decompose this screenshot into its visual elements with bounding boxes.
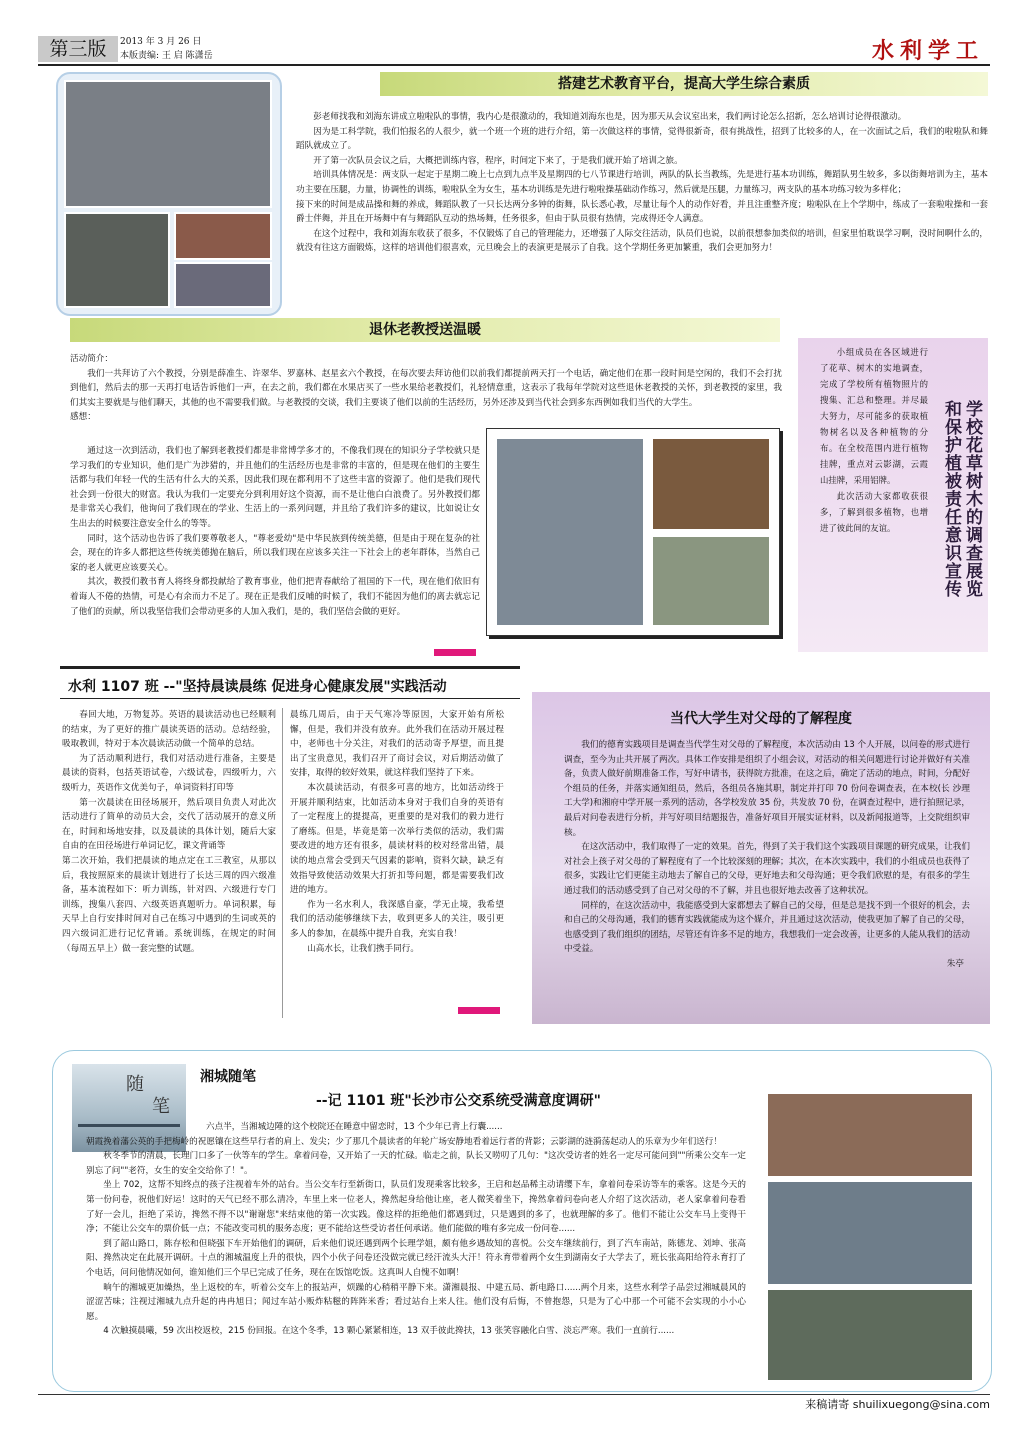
article3-title-rule — [60, 698, 520, 699]
essay-paragraph: 六点半，当湘城边陲的这个校院还在睡意中留恋时，13 个少年已背上行囊...... — [206, 1122, 503, 1132]
photo-home-visit — [651, 437, 771, 531]
photo-collage-cheerleading — [56, 72, 282, 316]
photo-team-meeting — [766, 1288, 974, 1382]
article4-paragraph: 在这次活动中，我们取得了一定的效果。首先，得到了关于我们这个实践项目课题的研究成果，让我们对社会上孩子对父母的了解程度有了一个比较深刻的理解；其次，在本次实践中，我们的小组成员也获得了很多，实践让它们更能主动地去了解自己的父母，更好地去和父母沟通；更令我们欣慰的是，有很多的学生通过我们的活动感受到了自己对父母的不了解，并且也很好地去改善了这种状况。 — [564, 842, 970, 896]
sidebar-paragraph: 此次活动大家都收获很多，了解到很多植物，也增进了彼此间的友谊。 — [820, 491, 928, 533]
article3-paragraph: 为了活动顺利进行，我们对活动进行准备，主要是晨读的资料，包括英语试卷，六级试卷，四级听力，六级听力，英语作文优美句子，单词资料打印等 — [62, 753, 276, 793]
article1-paragraph: 因为是工科学院，我们怕报名的人很少，就一个班一个班的进行介绍，第一次做这样的事情，觉得很新奇，很有挑战性，招到了比较多的人，在一次面试之后，我们的啦啦队和舞蹈队就成立了。 — [296, 126, 988, 152]
photo-dance-practice — [64, 80, 272, 208]
article3-paragraph: 春回大地，万物复苏。英语的晨读活动也已经顺利的结束，为了更好的推广晨读英语的活动。总结经验，吸取教训，特对于本次晨读活动做一个简单的总结。 — [62, 710, 276, 750]
article1-paragraph: 在这个过程中，我和刘海东收获了很多，不仅锻炼了自己的管理能力，还增强了人际交往活动，队员们也说，以前很想参加类似的培训，但家里怕耽误学习啊，没时间啊什么的，就没有往这方面锻炼，这样的培训他们很喜欢，元旦晚会上的表演更是展示了自我。这个学期任务更加繁重，我们会更加努力！ — [296, 228, 988, 254]
feeling-paragraph: 其次，教授们教书育人将终身都投献给了教育事业，他们把青春献给了祖国的下一代，现在他们依旧有着诲人不倦的热情，可是心有余而力不足了。现在正是我们反哺的时候了，我们不能因为他们的离去就忘记了他们的贡献，所以我坚信我们会带动更多的人加入我们，是的，我们坚信会做的更好。 — [70, 577, 480, 617]
essay-title: --记 1101 班"长沙市公交系统受满意度调研" — [316, 1093, 601, 1109]
article3-col2 — [290, 708, 504, 956]
article3-paragraph: 山高水长，让我们携手同行。 — [307, 943, 419, 954]
essay-paragraph: 坐上 702，这帮不知终点的孩子注视着车外的站台。当公交车行至新街口，队员们发现乘客比较多，王启和赵品稀主动请缨下车，拿着问卷采访等车的乘客。这是今天的第一份问卷，祝他们好运！这时的天气已经不那么清冷，车里上来一位老人，搀然起身给他让座，老人微笑着坐下，搀然拿着问卷向老人介绍了这次活动，老人家拿着问卷看了好一会儿，拒绝了采访，搀然不得不以"谢谢您"来结束他的第一次实践。像这样的拒绝他们都遇到过，只是遇到的多了，也就理解的多了。他们不能让公交车马上变得干净；不能让公交车的票价低一点；不能改变司机的服务态度；更不能给这些受访者任何承诺。他们能做的唯有多完成一份问卷...... — [86, 1180, 746, 1235]
article2-feelings — [70, 444, 480, 619]
paper-name: 水利学工 — [871, 38, 984, 64]
article4-paragraph: 同样的，在这次活动中，我能感受到大家都想去了解自己的父母，但是总是找不到一个很好的机会，去和自己的父母沟通，我们的德育实践就能成为这个媒介，并且通过这次活动，使我更加了解了自己的父母，也感受到了我们组织的团结，尽管还有许多不足的地方，我想我们一定会改善，让更多的人能从我们的活动中受益。 — [564, 900, 970, 955]
article1-paragraph: 彭老师找我和刘海东讲成立啦啦队的事情，我内心是很激动的，我知道刘海东也是，因为那天从会议室出来，我们两讨论怎么招新，怎么培训讨论得很激动。 — [313, 112, 907, 122]
masthead — [38, 34, 990, 66]
logo-char: 随 — [126, 1074, 144, 1095]
article1-paragraph: 培训具体情况是：两支队一起定于星期二晚上七点到九点半及星期四的七八节课进行培训，两队的队长当教练，先是进行基本功训练，舞蹈队男生较多，多以街舞培训为主，基本功主要在压腿，力量，协调性的训练，啦啦队全为女生，基本功训练是先进行啦啦操基础动作练习，然后就是压腿，力量练习，两支队的基本功练习较为多样化； — [296, 170, 988, 195]
footer-rule — [38, 1394, 990, 1395]
article4-body — [564, 738, 970, 972]
photo-bus-survey — [766, 1092, 974, 1178]
editors: 本版责编: 王 启 陈潇岳 — [120, 51, 213, 61]
article3-paragraph: 晨练几周后，由于天气寒冷等原因，大家开始有所松懈，但是，我们并没有放弃。此外我们在活动开展过程中，老师也十分关注，对我们的活动寄予厚望，而且提出了宝贵意见，我们召开了商讨会议，对后期活动做了安排，取得的较好效果，就这样我们坚持了下来。 — [290, 710, 504, 779]
sidebar-title: 学校花草树木的调查展览和保护植被责任意识宣传 — [941, 400, 982, 598]
feeling-label: 感想： — [70, 412, 96, 423]
essay-body — [86, 1120, 746, 1339]
masthead-rule — [38, 64, 990, 66]
essay-paragraph: 晌午的湘城更加燥热，坐上返校的车，听着公交车上的报站声，烦躁的心稍稍平静下来。潇湘晨报、中建五局、新电路口......两个月来，这些水利学子品尝过湘城晨风的涩涩苦味；注视过湘城九点升起的冉冉旭日；闻过车站小贩炸粘糍的阵阵米香；看过站台上来人往。他们没有后悔，不曾抱怨，只是为了心中那一个可能不会实现的小小心愿。 — [86, 1282, 746, 1322]
photo-street-survey — [766, 1180, 974, 1286]
article3-end-mark — [458, 1007, 500, 1014]
essay-paragraph: 到了韶山路口，陈存松和但晓强下车开始他们的调研，后来他们说还遇到两个长理学姐，颇有他乡遇故知的喜悦。公交车继续前行，到了汽车南站，陈德龙、刘坤、张高阳、搀然决定在此展开调研。十点的湘城温度上升的很快，四个小伙子问卷还没做完就已经汗流头大汗！符永育带着两个女生到湖南女子大学去了，班长张高阳给符永育打了个电话，问问他情况如何，谁知他们三个早已完成了任务，现在在饭馆吃饭。这真叫人自愧不如啊！ — [86, 1238, 746, 1278]
logo-char: 笔 — [152, 1096, 170, 1117]
photo-group-outdoors — [651, 535, 771, 627]
feeling-paragraph: 同时，这个活动也告诉了我们要尊敬老人，"尊老爱幼"是中华民族到传统美德，但是由于现在复杂的社会，现在的许多人都把这些传统美德抛在脑后，所以我们现在应该多关注一下社会上的老年群体，当然自己家的老人就更应该要关心。 — [70, 533, 480, 573]
article2-title: 退休老教授送温暖 — [70, 318, 780, 342]
photo-performance — [174, 212, 272, 260]
article3-paragraph: 第一次晨读在田径场展开，然后项目负责人对此次活动进行了简单的动员大会，交代了活动展开的意义所在，时间和场地安排，以及晨读的具体计划，随后大家自由的在田径场进行单词记忆，课文背诵等 — [62, 797, 276, 852]
feeling-paragraph: 通过这一次到活动，我们也了解到老教授们都是非常博学多才的，不像我们现在的知识分子学校就只是学习我们的专业知识，他们是广为涉猎的，并且他们的生活经历也是非常的丰富的，但是现在他们的主要生活都与我们年轻一代的生活有什么大的关系，因此我们现在都利用不了这些丰富的资源了。他们是我们现代社会到一份很大的财富。我认为我们一定要充分到利用好这个资源，而不是让他白白浪费了。另外教授们都是非常关心我们，他询问了我们现在的学业、生活上的一系列问题，并且给了我们许多的建议，比如说让女生出去的时候要注意安全什么的等等。 — [70, 446, 480, 529]
article3-top-rule — [60, 666, 520, 669]
article3-col1 — [62, 708, 276, 956]
article2-intro — [70, 352, 782, 425]
article3-paragraph: 第二次开始，我们把晨读的地点定在工三教室，从那以后，我按照原来的晨读计划进行了长达三周的四六级准备，基本流程如下：听力训练，针对四、六级进行专门训练，搜集八套四、六级英语真题听力。单词积累，每天早上自行安排时间对自己在练习中遇到的生词或英的四六级词汇进行记忆背诵。系统训练，在规定的时间（每周五早上）做一套完整的试题。 — [62, 855, 276, 954]
article4-paragraph: 我们的德育实践项目是调查当代学生对父母的了解程度，本次活动由 13 个人开展，以问卷的形式进行调查，至今为止共开展了两次。具体工作安排是组织了小组会议，对活动的相关问题进行讨论并做好有关准备，负责人做好前期准备工作，写好申请书，获得院方批准，在这之后，确定了活动的地点，时间，分配好个组员的任务，并落实通知组员，然后，各组员各施其职，制定并打印 70 份问卷调查表，在本校(长 沙理工大学)和湘府中学开展一系列的活动，各学校发放 35 份，共发放 70 份，在调查过程中，进行拍照记录，最后对问卷表进行分析，并写好项目结题报告，准备好项目开展实证材料，以及新闻报道等，上交院组织审核。 — [564, 740, 970, 838]
article1-paragraph: 接下来的时间是成品操和舞的养成，舞蹈队教了一只长达两分多钟的街舞，队长悉心教，尽量让每个人的动作好看，并且注重整齐度；啦啦队在上个学期中，练成了一套啦啦操和一套爵士伴舞，并且在开场舞中有与舞蹈队互动的热场舞，任务很多，但由于队员很有热情，完成得还令人满意。 — [296, 199, 988, 225]
photo-campus-building — [495, 437, 645, 627]
article4-title: 当代大学生对父母的了解程度 — [670, 711, 852, 727]
article1-paragraph: 开了第一次队员会议之后，大概把训练内容，程序，时间定下来了，于是我们就开始了培训之旅。 — [313, 155, 683, 166]
footer-contact: 来稿请寄 shuilixuegong@sina.com — [805, 1398, 990, 1411]
article3-paragraph: 作为一名水利人，我深感自豪，学无止境，我希望我们的活动能够继续下去，收到更多人的关注，吸引更多人的参加，在晨练中提升自我，充实自我！ — [290, 899, 504, 939]
sidebar-paragraph: 小组成员在各区域进行了花草、树木的实地调查，完成了学校所有植物照片的搜集、汇总和整理。并尽最大努力，尽可能多的获取植物树名以及各种植物的分布。在全校范围内进行植物挂牌，重点对云影湖，云霞山挂牌，采用铝牌。 — [820, 347, 928, 485]
article3-paragraph: 本次晨读活动，有很多可喜的地方，比如活动终于开展并顺利结束，比如活动本身对于我们自身的英语有了一定程度上的提提高，更重要的是对我们的毅力进行了磨练。但是，毕竟是第一次举行类似的活动，我们需要改进的地方还有很多，晨读材料的校对经常出错，晨读的地点常会受到天气因素的影响，资料欠缺，缺乏有效指导致使活动效果大打折扣等问题，都是需要我们改进的地方。 — [290, 782, 504, 896]
intro-label: 活动简介： — [70, 354, 113, 364]
section-label: 第三版 — [38, 36, 118, 62]
sidebar-box — [798, 338, 988, 652]
article1-body — [296, 110, 988, 256]
essay-paragraph: 朝霞挽着藩公英的手把梅岭的祝愿镶在这些早行者的肩上、发尖；少了那几个晨读者的年轮广场安静地看着远行者的背影；云影湖的涟漪荡起动人的乐章为少年们送行！ — [86, 1136, 722, 1147]
article3-column-divider — [282, 708, 283, 1018]
photo-collage-professors — [486, 428, 780, 636]
article4-box — [532, 692, 990, 1024]
photo-stage — [174, 262, 272, 308]
article1-title: 搭建艺术教育平台，提高大学生综合素质 — [380, 72, 988, 96]
essay-column-label: 湘城随笔 — [200, 1069, 256, 1085]
intro-text: 我们一共拜访了六个教授，分别是薛准生、许翠华、罗嘉林、赵星玄六个教授，在每次要去拜访他们以前我们都提前两天打一个电话，确定他们在那一段时间是空闲的，我们不会打扰到他们，然后去的那一天再打电话告诉他们一声，在去之前，我们都在水果店买了一些水果给老教授们，礼轻情意重，这表示了我每年学院对这些退休老教授的关怀，到老教授的家里，我们其实主要就是与他们聊天，其他的也不需要我们做。与老教授的交谈，我们主要谈了他们以前的生活经历，另外还涉及到当代社会到多东西例如我们当代的大学生。 — [70, 368, 782, 408]
essay-paragraph: 4 次触摸晨曦，59 次出校返校，215 份回报。在这个冬季，13 颗心紧紧相连，13 双手彼此搀扶，13 张笑容融化白雪、淡忘严寒。我们一直前行...... — [103, 1326, 675, 1337]
article2-end-mark — [434, 649, 476, 656]
article3-title: 水利 1107 班 --"坚持晨读晨练 促进身心健康发展"实践活动 — [68, 679, 447, 695]
photo-group — [64, 212, 170, 308]
sidebar-body — [820, 344, 928, 536]
article4-author: 朱亭 — [946, 958, 964, 969]
essay-paragraph: 秋冬季节的清晨，长理门口多了一伙等车的学生。拿着问卷，又开始了一天的忙碌。临走之前，队长又唠叨了几句："这次受访者的姓名一定尽可能问到""所乘公交车一定别忘了问""老符，女生的安全交给你了！"。 — [86, 1151, 746, 1176]
issue-date: 2013 年 3 月 26 日 — [120, 37, 202, 47]
